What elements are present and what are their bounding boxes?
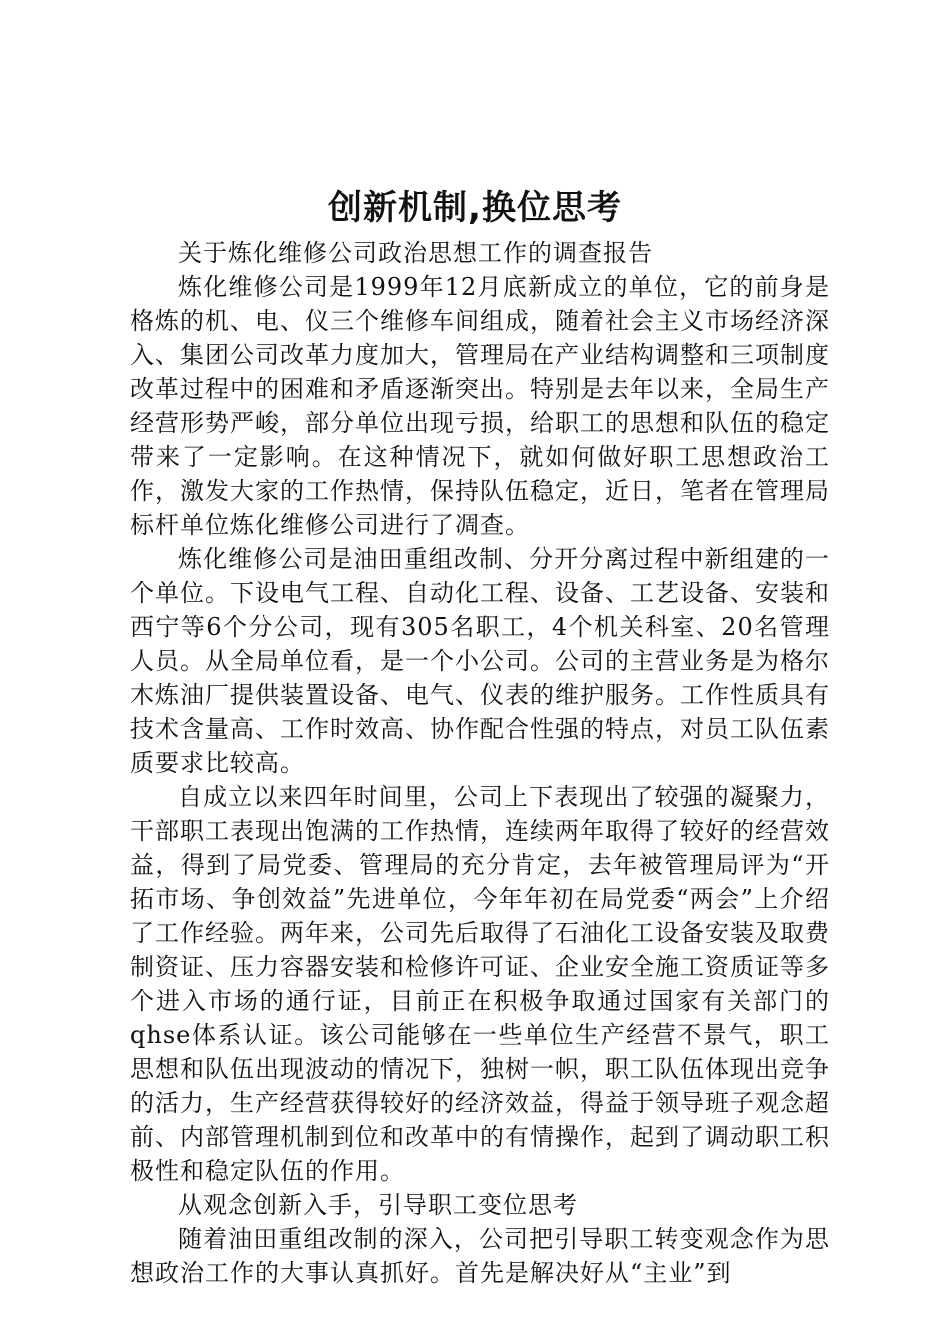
paragraph: 自成立以来四年时间里，公司上下表现出了较强的凝聚力，干部职工表现出饱满的工作热情，连续两年取得了较好的经营效益，得到了局党委、管理局的充分肯定，去年被管理局评为“开拓市场、争创效益”先进单位，今年年初在局党委“两会”上介绍了工作经验。两年来，公司先后取得了石油化工设备安装及取费制资证、压力容器安装和检修许可证、企业安全施工资质证等多个进入市场的通行证，目前正在积极争取通过国家有关部门的qhse体系认证。该公司能够在一些单位生产经营不景气，职工思想和队伍出现波动的情况下，独树一帜，职工队伍体现出竞争的活力，生产经营获得较好的经济效益，得益于领导班子观念超前、内部管理机制到位和改革中的有情操作，起到了调动职工积极性和稳定队伍的作用。 [130, 783, 830, 1185]
paragraph: 炼化维修公司是油田重组改制、分开分离过程中新组建的一个单位。下设电气工程、自动化工程、设备、工艺设备、安装和西宁等6个分公司，现有305名职工，4个机关科室、20名管理人员。从全局单位看，是一个小公司。公司的主营业务是为格尔木炼油厂提供装置设备、电气、仪表的维护服务。工作性质具有技术含量高、工作时效高、协作配合性强的特点，对员工队伍素质要求比较高。 [130, 545, 830, 777]
document-body [130, 236, 830, 1290]
section-heading: 从观念创新入手，引导职工变位思考 [178, 1191, 578, 1219]
paragraph: 炼化维修公司是1999年12月底新成立的单位，它的前身是格炼的机、电、仪三个维修车间组成，随着社会主义市场经济深入、集团公司改革力度加大，管理局在产业结构调整和三项制度改革过程中的困难和矛盾逐渐突出。特别是去年以来，全局生产经营形势严峻，部分单位出现亏损，给职工的思想和队伍的稳定带来了一定影响。在这种情况下，就如何做好职工思想政治工作，激发大家的工作热情，保持队伍稳定，近日，笔者在管理局标杆单位炼化维修公司进行了凋查。 [130, 273, 830, 539]
paragraph: 随着油田重组改制的深入，公司把引导职工转变观念作为思想政治工作的大事认真抓好。首先是解决好从“主业”到 [130, 1225, 830, 1287]
report-subtitle: 关于炼化维修公司政治思想工作的调查报告 [178, 239, 653, 267]
document-title: 创新机制,换位思考 [328, 188, 622, 228]
